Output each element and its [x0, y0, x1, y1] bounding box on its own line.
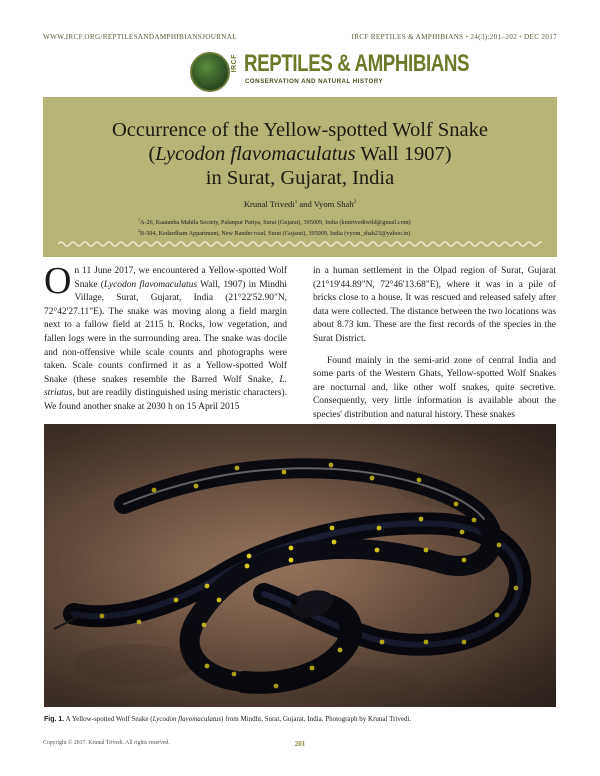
- affiliation-2: $^2$B-504, Kedardham Appartment, New Rander road, Surat (Gujarat), 395009, India (vyom_shah23@yahoo.in): [138, 228, 411, 238]
- drop-cap: O: [44, 260, 72, 302]
- paragraph-2: in a human settlement in the Olpad region of Surat, Gujarat (21°19'44.89"N, 72°46'13.68"E), where it was in a pile of bricks close to a house. It was rescued and released safely after data were collected. The distance between the two locations was about 8.73 km. These are the first records of the species in the Surat District.: [313, 266, 557, 344]
- figure-caption: Fig. 1. A Yellow-spotted Wolf Snake (Lycodon flavomaculatus) from Mindhi, Surat, Gujarat, India. Photograph by Krunal Trivedi.: [44, 715, 412, 723]
- wavy-divider: [58, 240, 542, 248]
- journal-citation: IRCF REPTILES & AMPHIBIANS • 24(3):201–202 • DEC 2017: [351, 33, 557, 41]
- ircf-mark: IRCF: [231, 54, 238, 73]
- page-number: 201: [294, 740, 306, 748]
- journal-brand: REPTILES & AMPHIBIANS: [244, 50, 470, 77]
- authors: Krunal Trivedi$^1$ and Vyom Shah$^2$: [243, 199, 357, 209]
- text-column-2: [313, 265, 556, 423]
- paragraph-3: Found mainly in the semi-arid zone of central India and some parts of the Western Ghats, Yellow-spotted Wolf Snakes are nocturnal and, like other wolf snakes, quite secretive. Consequently, very little information is available about the species' distribution and natural history. These snakes: [313, 355, 556, 420]
- paragraph-1: On 11 June 2017, we encountered a Yellow-spotted Wolf Snake (Lycodon flavomaculatus Wall, 1907) in Mindhi Village, Surat, Gujarat, India (21°22'52.90"N, 72°42'27.11"E). The snake was moving along a field margin next to a fallow field at 2115 h. Rocks, low vegetation, and fallen logs were in the surrounding area. The snake was docile and non-offensive while scale counts and photographs were taken. Scale counts confirmed it as a Yellow-spotted Wolf Snake (these snakes resemble the Barred Wolf Snake, L. striatus, but are readily distinguished using meristic characters). We found another snake at 2030 h on 15 April 2015: [44, 260, 287, 412]
- running-header: [43, 33, 557, 45]
- journal-url[interactable]: WWW.IRCF.ORG/REPTILESANDAMPHIBIANSJOURNAL: [43, 33, 237, 41]
- journal-subtitle: CONSERVATION AND NATURAL HISTORY: [245, 78, 384, 85]
- copyright-notice: Copyright © 2017. Krunal Trivedi. All rights reserved.: [43, 740, 170, 746]
- affiliation-1: $^1$A-26, Kaatanba Mahila Society, Palanpur Patiya, Surat (Gujarat), 395009, India (kmtrivediwild@gmail.com): [138, 217, 411, 227]
- globe-logo-icon: [190, 52, 230, 92]
- article-title: Occurrence of the Yellow-spotted Wolf Snake (Lycodon flavomaculatus Wall 1907) in Surat, Gujarat, India: [112, 119, 488, 189]
- snake-illustration: [44, 424, 556, 707]
- journal-logo: [190, 50, 470, 94]
- text-column-1: [44, 260, 287, 415]
- snake-photograph: [44, 424, 556, 707]
